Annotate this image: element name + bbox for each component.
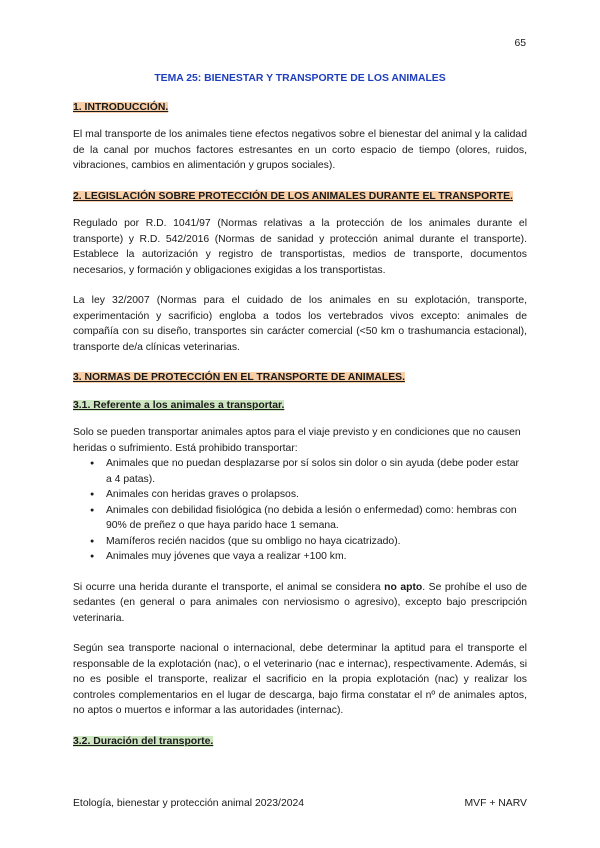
paragraph-aptitud: Según sea transporte nacional o internacional, debe determinar la aptitud para el transporte el responsable de la explotación (nac), o el veterinario (nac e internac), respectivamente. Además, si no es posible el transporte, realizar el sacrificio en la propia explotación (nac) y realizar los controles complementarios en el lugar de descarga, bajo firma constatar el nº de animales aptos, no aptos o muertos e informar a las autoridades (internac). xyxy=(73,643,527,716)
list-item: ● Animales que no puedan desplazarse por sí solos sin dolor o sin ayuda (debe poder estar a 4 patas). xyxy=(73,456,527,487)
heading-text: 3.2. Duración del transporte. xyxy=(73,735,214,747)
bold-no-apto: no apto xyxy=(384,581,423,593)
list-item: ● Animales con debilidad fisiológica (no debida a lesión o enfermedad) como: hembras con 90% de preñez o que haya parido hace 1 semana. xyxy=(73,503,527,534)
footer-authors: MVF + NARV xyxy=(464,798,527,809)
paragraph-legislacion-2: La ley 32/2007 (Normas para el cuidado de los animales en su explotación, transporte, experimentación y sacrificio) engloba a todos los vertebrados vivos excepto: animales de compañía con su diseño, transportes sin carácter comercial (<50 km o trashumancia estacional), transporte de/a clínicas veterinarias. xyxy=(73,295,527,353)
list-item: ● Mamíferos recién nacidos (que su ombligo no haya cicatrizado). xyxy=(73,534,527,550)
section-heading-legislacion xyxy=(73,189,527,205)
prohibited-list xyxy=(73,456,527,565)
list-item: ● Animales con heridas graves o prolapsos. xyxy=(73,487,527,503)
heading-text: 3.1. Referente a los animales a transportar. xyxy=(73,399,285,411)
heading-text: 3. NORMAS DE PROTECCIÓN EN EL TRANSPORTE DE ANIMALES. xyxy=(73,372,405,383)
text-run: Si ocurre una herida durante el transporte, el animal se considera xyxy=(73,581,385,593)
page-number: 65 xyxy=(514,38,526,49)
section-heading-normas xyxy=(73,370,527,386)
paragraph-herida xyxy=(73,580,527,627)
footer-course: Etología, bienestar y protección animal 2023/2024 xyxy=(73,798,305,809)
document-body xyxy=(73,71,527,761)
paragraph-legislacion-1: Regulado por R.D. 1041/97 (Normas relativas a la protección de los animales durante el transporte) y R.D. 542/2016 (Normas de sanidad y protección animal durante el transporte). Establece la autorización y registro de transportistas, medios de transporte, documentos necesarios, y formación y obligaciones exigidas a los transportistas. xyxy=(73,218,527,276)
heading-text: 1. INTRODUCCIÓN. xyxy=(73,101,169,113)
subsection-heading-3-2 xyxy=(73,734,527,750)
text-run: . Se prohíbe el uso de sedantes (en general o para animales con nerviosismo o agresivo), excepto bajo prescripción veterinaria. xyxy=(73,581,528,624)
heading-text: 2. LEGISLACIÓN SOBRE PROTECCIÓN DE LOS ANIMALES DURANTE EL TRANSPORTE. xyxy=(73,190,513,202)
page-title: TEMA 25: BIENESTAR Y TRANSPORTE DE LOS ANIMALES xyxy=(154,73,446,84)
section-heading-introduccion xyxy=(73,100,527,116)
subsection-heading-3-1 xyxy=(73,398,527,414)
list-item: ● Animales muy jóvenes que vaya a realizar +100 km. xyxy=(73,549,527,565)
paragraph-animales-aptos: Solo se pueden transportar animales aptos para el viaje previsto y en condiciones que no causen heridas o sufrimiento. Está prohibido transportar: xyxy=(73,427,521,454)
paragraph-introduccion: El mal transporte de los animales tiene efectos negativos sobre el bienestar del animal y la calidad de la canal por muchos factores estresantes en un corto espacio de tiempo (olores, ruidos, vibraciones, cambios en alimentación y grupos sociales). xyxy=(73,129,527,171)
